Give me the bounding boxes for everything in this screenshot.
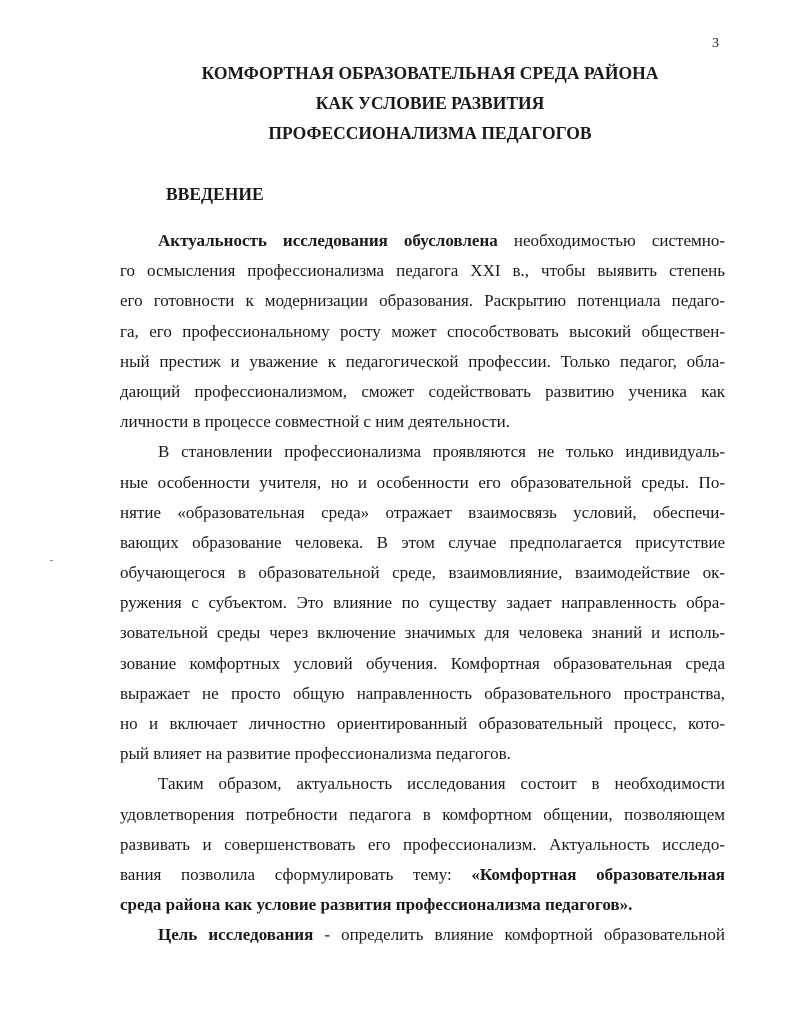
- paragraph-line: удовлетворения потребности педагога в комфортном общении, позволяющем: [120, 804, 725, 824]
- paragraph-line: его готовности к модернизации образования. Раскрытию потенциала педаго-: [120, 291, 725, 311]
- text-fragment: необходимостью системно-: [513, 231, 726, 250]
- paragraph-line: обучающегося в образовательной среде, взаимовлияние, взаимодействие ок-: [120, 563, 725, 583]
- paragraph-line: [120, 860, 725, 890]
- title-line-1: КОМФОРТНАЯ ОБРАЗОВАТЕЛЬНАЯ СРЕДА РАЙОНА: [201, 63, 659, 83]
- paragraph-line: [120, 226, 725, 256]
- paragraph-line: но и включает личностно ориентированный образовательный процесс, кото-: [120, 714, 725, 733]
- bold-lead: Цель исследования: [158, 925, 314, 945]
- paragraph-line: развивать и совершенствовать его профессионализм. Актуальность исследо-: [120, 834, 725, 854]
- paragraph-line: го осмысления профессионализма педагога XXI в., чтобы выявить степень: [120, 261, 725, 281]
- paragraph-line: ный престиж и уважение к педагогической профессии. Только педагог, обла-: [120, 351, 725, 371]
- paragraph-line: ные особенности учителя, но и особенности его образовательной среды. По-: [120, 472, 725, 492]
- paragraph-4: [120, 920, 725, 950]
- paragraph-line: рый влияет на развитие профессионализма педагогов.: [120, 744, 511, 764]
- title-line-3: ПРОФЕССИОНАЛИЗМА ПЕДАГОГОВ: [268, 123, 592, 143]
- paragraph-line: [120, 920, 725, 950]
- paragraph-line: вающих образование человека. В этом случае предполагается присутствие: [120, 532, 725, 552]
- paragraph-line: дающий профессионализмом, сможет содействовать развитию ученика как: [120, 381, 725, 401]
- paragraph-line: зование комфортных условий обучения. Комфортная образовательная среда: [120, 653, 725, 673]
- body-text: [120, 226, 725, 951]
- bold-topic: «Комфортная образовательная: [471, 864, 726, 884]
- document-title: [100, 58, 760, 148]
- page-number: 3: [712, 36, 719, 51]
- paragraph-line: В становлении профессионализма проявляются не только индивидуаль-: [158, 442, 725, 462]
- paragraph-line: зовательной среды через включение значимых для человека знаний и исполь-: [120, 623, 725, 643]
- paragraph-line: га, его профессиональному росту может способствовать высокий обществен-: [120, 321, 725, 341]
- paragraph-line: нятие «образовательная среда» отражает взаимосвязь условий, обеспечи-: [120, 502, 725, 522]
- paragraph-3: [120, 769, 725, 920]
- text-fragment: вания позволила сформулировать тему:: [120, 864, 452, 884]
- paragraph-line: Таким образом, актуальность исследования состоит в необходимости: [158, 774, 725, 794]
- paragraph-2: [120, 437, 725, 769]
- title-line-2: КАК УСЛОВИЕ РАЗВИТИЯ: [315, 93, 545, 113]
- section-heading: ВВЕДЕНИЕ: [166, 184, 264, 204]
- text-fragment: - определить влияние комфортной образовательной: [324, 925, 725, 945]
- paragraph-line: личности в процессе совместной с ним деятельности.: [120, 412, 511, 432]
- paragraph-line: ружения с субъектом. Это влияние по существу задает направленность обра-: [120, 593, 725, 613]
- paragraph-line: выражает не просто общую направленность образовательного пространства,: [120, 683, 725, 703]
- paragraph-1: [120, 226, 725, 437]
- margin-mark: [50, 560, 53, 561]
- bold-lead: Актуальность исследования обусловлена: [158, 231, 498, 250]
- paragraph-line: среда района как условие развития профессионализма педагогов».: [120, 895, 633, 915]
